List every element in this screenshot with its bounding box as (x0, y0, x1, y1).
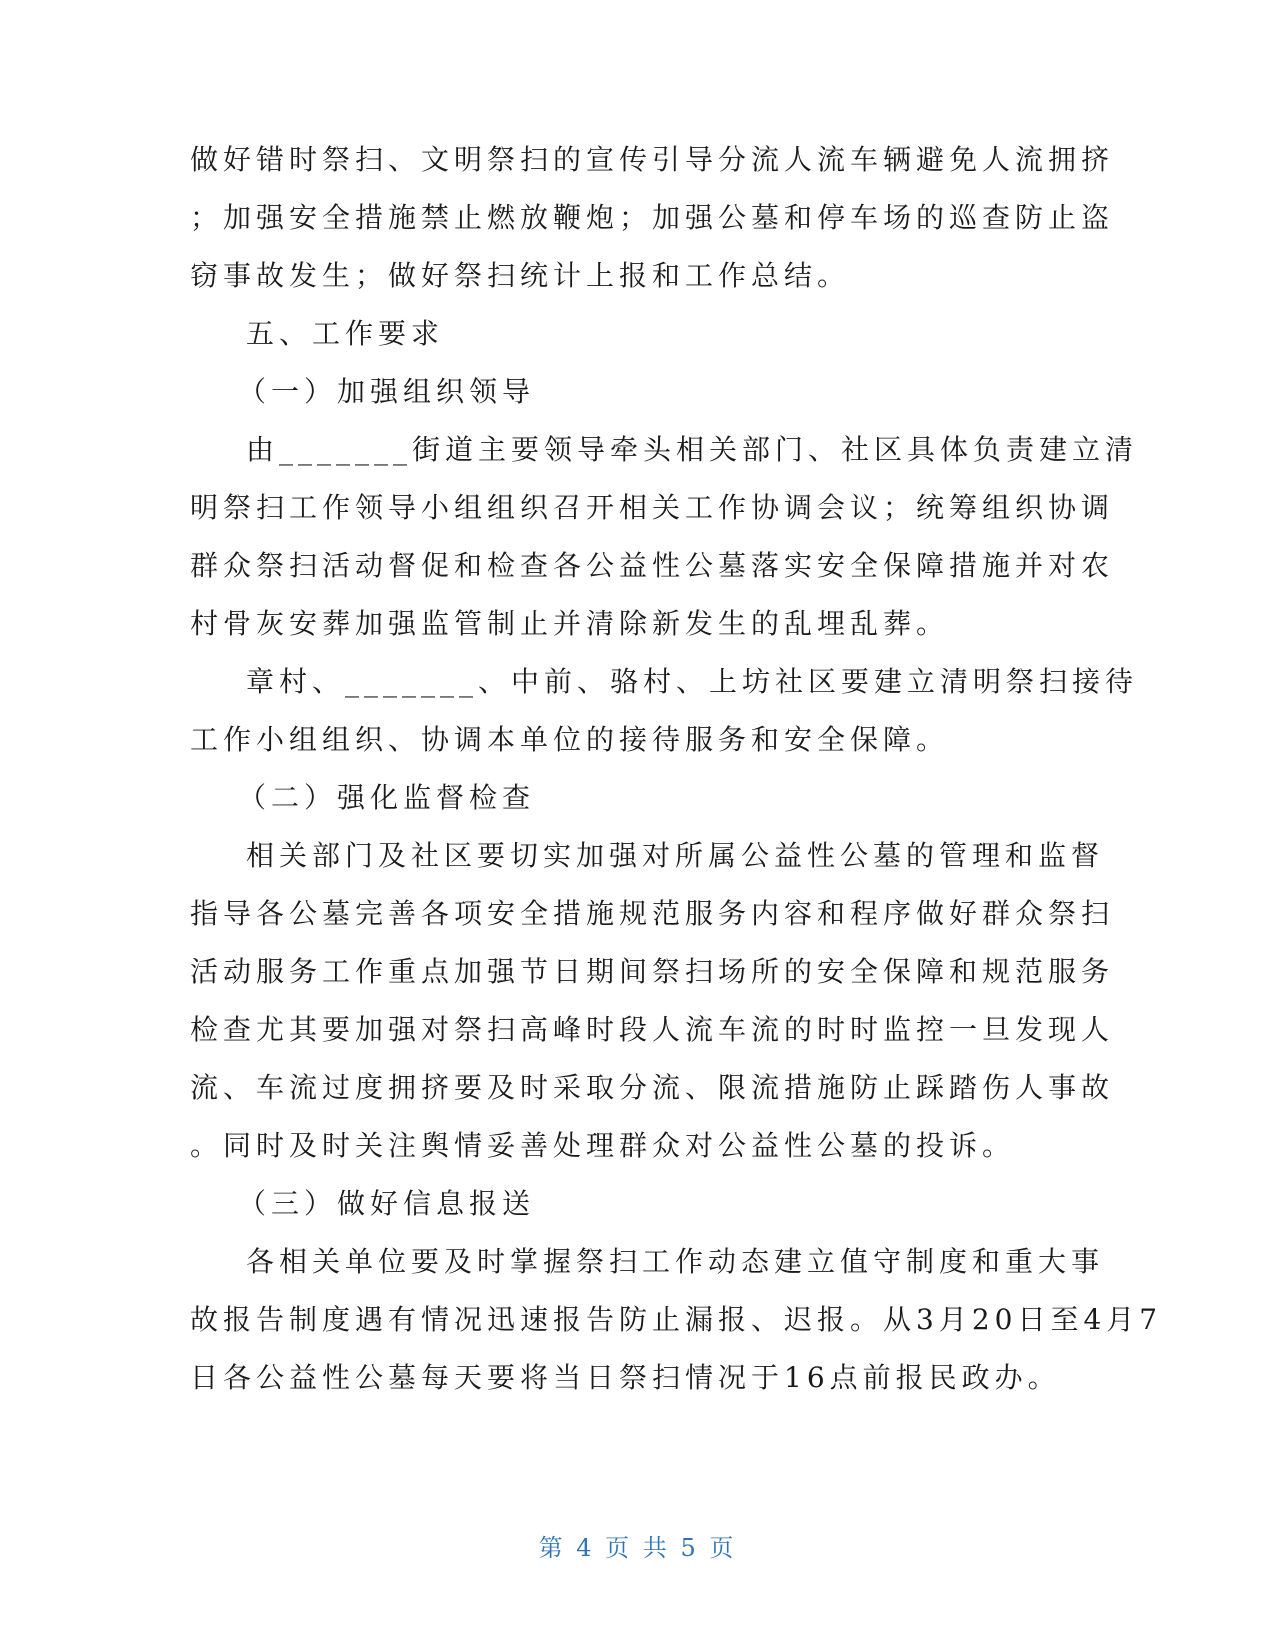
text-line: ；加强安全措施禁止燃放鞭炮；加强公墓和停车场的巡查防止盗 (190, 201, 1115, 234)
text-line: 工作小组组织、协调本单位的接待服务和安全保障。 (190, 723, 950, 756)
subsection-heading: （二）强化监督检查 (238, 781, 536, 814)
text-line: 指导各公墓完善各项安全措施规范服务内容和程序做好群众祭扫 (190, 897, 1115, 930)
footer-prefix: 第 (538, 1534, 566, 1562)
text-line: 检查尤其要加强对祭扫高峰时段人流车流的时时监控一旦发现人 (190, 1013, 1115, 1046)
text-line: 日各公益性公墓每天要将当日祭扫情况于16点前报民政办。 (190, 1361, 1061, 1394)
text-line: 窃事故发生；做好祭扫统计上报和工作总结。 (190, 259, 851, 292)
text-line: 故报告制度遇有情况迅速报告防止漏报、迟报。从3月20日至4月7 (190, 1303, 1163, 1336)
page-number-footer (0, 1528, 1275, 1563)
text-line: 明祭扫工作领导小组组织召开相关工作协调会议；统筹组织协调 (190, 491, 1115, 524)
text-line: 做好错时祭扫、文明祭扫的宣传引导分流人流车辆避免人流拥挤 (190, 143, 1115, 176)
text-line: 各相关单位要及时掌握祭扫工作动态建立值守制度和重大事 (246, 1245, 1105, 1278)
text-line: 章村、_______、中前、骆村、上坊社区要建立清明祭扫接待 (246, 665, 1139, 698)
text-line: 。同时及时关注舆情妥善处理群众对公益性公墓的投诉。 (190, 1129, 1016, 1162)
footer-total-pages: 5 (680, 1534, 699, 1562)
text-line: 活动服务工作重点加强节日期间祭扫场所的安全保障和规范服务 (190, 955, 1115, 988)
subsection-heading: （一）加强组织领导 (238, 375, 536, 408)
text-line: 群众祭扫活动督促和检查各公益性公墓落实安全保障措施并对农 (190, 549, 1115, 582)
footer-middle: 页 共 (605, 1534, 670, 1562)
text-line: 流、车流过度拥挤要及时采取分流、限流措施防止踩踏伤人事故 (190, 1071, 1115, 1104)
section-heading: 五、工作要求 (246, 317, 445, 350)
subsection-heading: （三）做好信息报送 (238, 1187, 536, 1220)
text-line: 村骨灰安葬加强监管制止并清除新发生的乱埋乱葬。 (190, 607, 950, 640)
footer-suffix: 页 (709, 1534, 737, 1562)
text-line: 相关部门及社区要切实加强对所属公益性公墓的管理和监督 (246, 839, 1105, 872)
text-line: 由_______街道主要领导牵头相关部门、社区具体负责建立清 (246, 433, 1139, 466)
footer-current-page: 4 (576, 1534, 595, 1562)
